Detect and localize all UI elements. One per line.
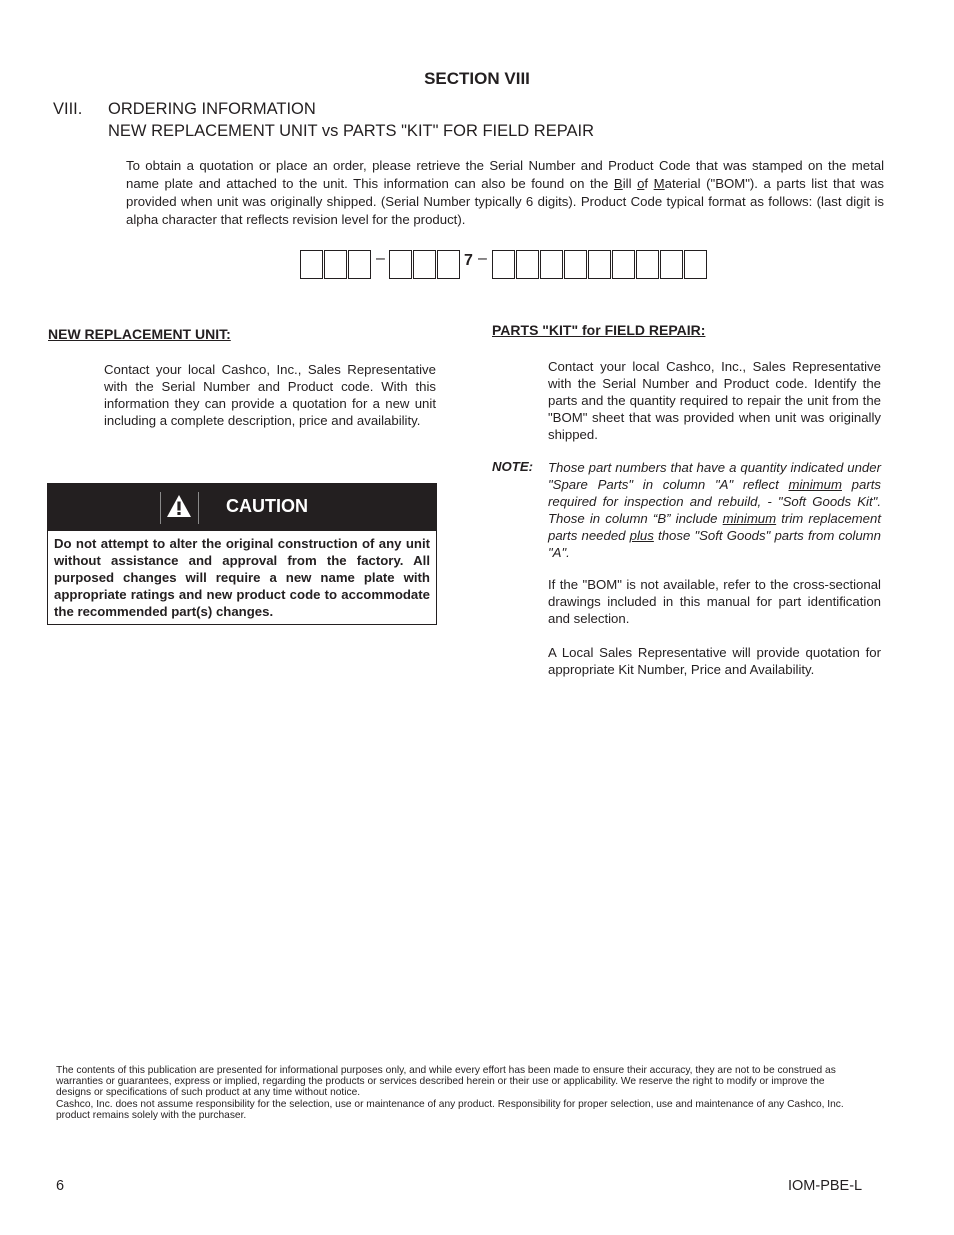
code-box bbox=[612, 250, 635, 279]
parts-kit-heading: PARTS "KIT" for FIELD REPAIR: bbox=[492, 322, 706, 338]
parts-kit-text: Contact your local Cashco, Inc., Sales Representative with the Serial Number and Product code. Identify the parts and the quantity required to repair the unit from the "BOM" sheet that was provided when unit was originally shipped. bbox=[548, 359, 881, 442]
code-box bbox=[437, 250, 460, 279]
page-number: 6 bbox=[56, 1178, 65, 1194]
code-box bbox=[684, 250, 707, 279]
disclaimer bbox=[56, 1065, 856, 1121]
sales-rep-text: A Local Sales Representative will provide quotation for appropriate Kit Number, Price and Availability. bbox=[548, 645, 881, 677]
code-dash: – bbox=[478, 250, 487, 267]
code-box bbox=[636, 250, 659, 279]
document-code: IOM-PBE-L bbox=[788, 1178, 863, 1194]
code-fixed-digit: 7 bbox=[464, 252, 473, 269]
heading-subtitle: NEW REPLACEMENT UNIT vs PARTS "KIT" FOR FIELD REPAIR bbox=[108, 122, 595, 140]
code-box bbox=[492, 250, 515, 279]
code-box bbox=[300, 250, 323, 279]
code-box bbox=[540, 250, 563, 279]
warning-triangle-icon bbox=[166, 494, 192, 518]
caution-box bbox=[47, 483, 437, 625]
code-box bbox=[348, 250, 371, 279]
intro-paragraph: To obtain a quotation or place an order, please retrieve the Serial Number and Product Code that was stamped on the metal name plate and attached to the unit. This information can also be found on the Bill of Material ("BOM"). a parts list that was provided when unit was originally shipped. (Serial Number typically 6 digits). Product Code typical format as follows: (last digit is alpha character that reflects revision level for the product). bbox=[126, 158, 884, 227]
new-unit-text: Contact your local Cashco, Inc., Sales Representative with the Serial Number and Product code. With this information they can provide a quotation for a new unit including a complete description, price and availability. bbox=[104, 362, 436, 428]
note-label: NOTE: bbox=[492, 459, 534, 474]
section-title: SECTION VIII bbox=[424, 69, 530, 88]
caution-header bbox=[48, 484, 436, 531]
code-box bbox=[660, 250, 683, 279]
caution-text: Do not attempt to alter the original construction of any unit without assistance and approval from the factory. All purposed changes will require a new name plate with appropriate ratings and new product code to accommodate the recommended part(s) changes. bbox=[54, 536, 430, 619]
code-box bbox=[413, 250, 436, 279]
code-dash: – bbox=[376, 250, 385, 267]
heading-number: VIII. bbox=[53, 100, 83, 118]
code-box bbox=[588, 250, 611, 279]
code-box bbox=[564, 250, 587, 279]
disclaimer-paragraph: Cashco, Inc. does not assume responsibility for the selection, use or maintenance of any product. Responsibility for proper selection, use and maintenance of any Cashco, Inc. product remains solely with the purchaser. bbox=[56, 1098, 844, 1121]
code-box bbox=[516, 250, 539, 279]
bom-unavailable-text: If the "BOM" is not available, refer to the cross-sectional drawings included in this manual for part identification and selection. bbox=[548, 577, 881, 626]
new-unit-heading: NEW REPLACEMENT UNIT: bbox=[48, 326, 231, 342]
disclaimer-paragraph: The contents of this publication are presented for informational purposes only, and while every effort has been made to ensure their accuracy, they are not to be construed as warranties or guarantees, express or implied, regarding the products or services described herein or their use or applicability. We reserve the right to modify or improve the designs or specifications of such product at any time without notice. bbox=[56, 1065, 836, 1099]
code-box bbox=[324, 250, 347, 279]
heading-title: ORDERING INFORMATION bbox=[108, 100, 316, 118]
note-text: Those part numbers that have a quantity indicated under "Spare Parts" in column "A" reflect minimum parts required for inspection and rebuild, - "Soft Goods Kit". Those in column “B” include minimum trim replacement parts needed plus those "Soft Goods" parts from column "A". bbox=[548, 460, 882, 560]
code-box bbox=[389, 250, 412, 279]
caution-label: CAUTION bbox=[226, 496, 308, 516]
